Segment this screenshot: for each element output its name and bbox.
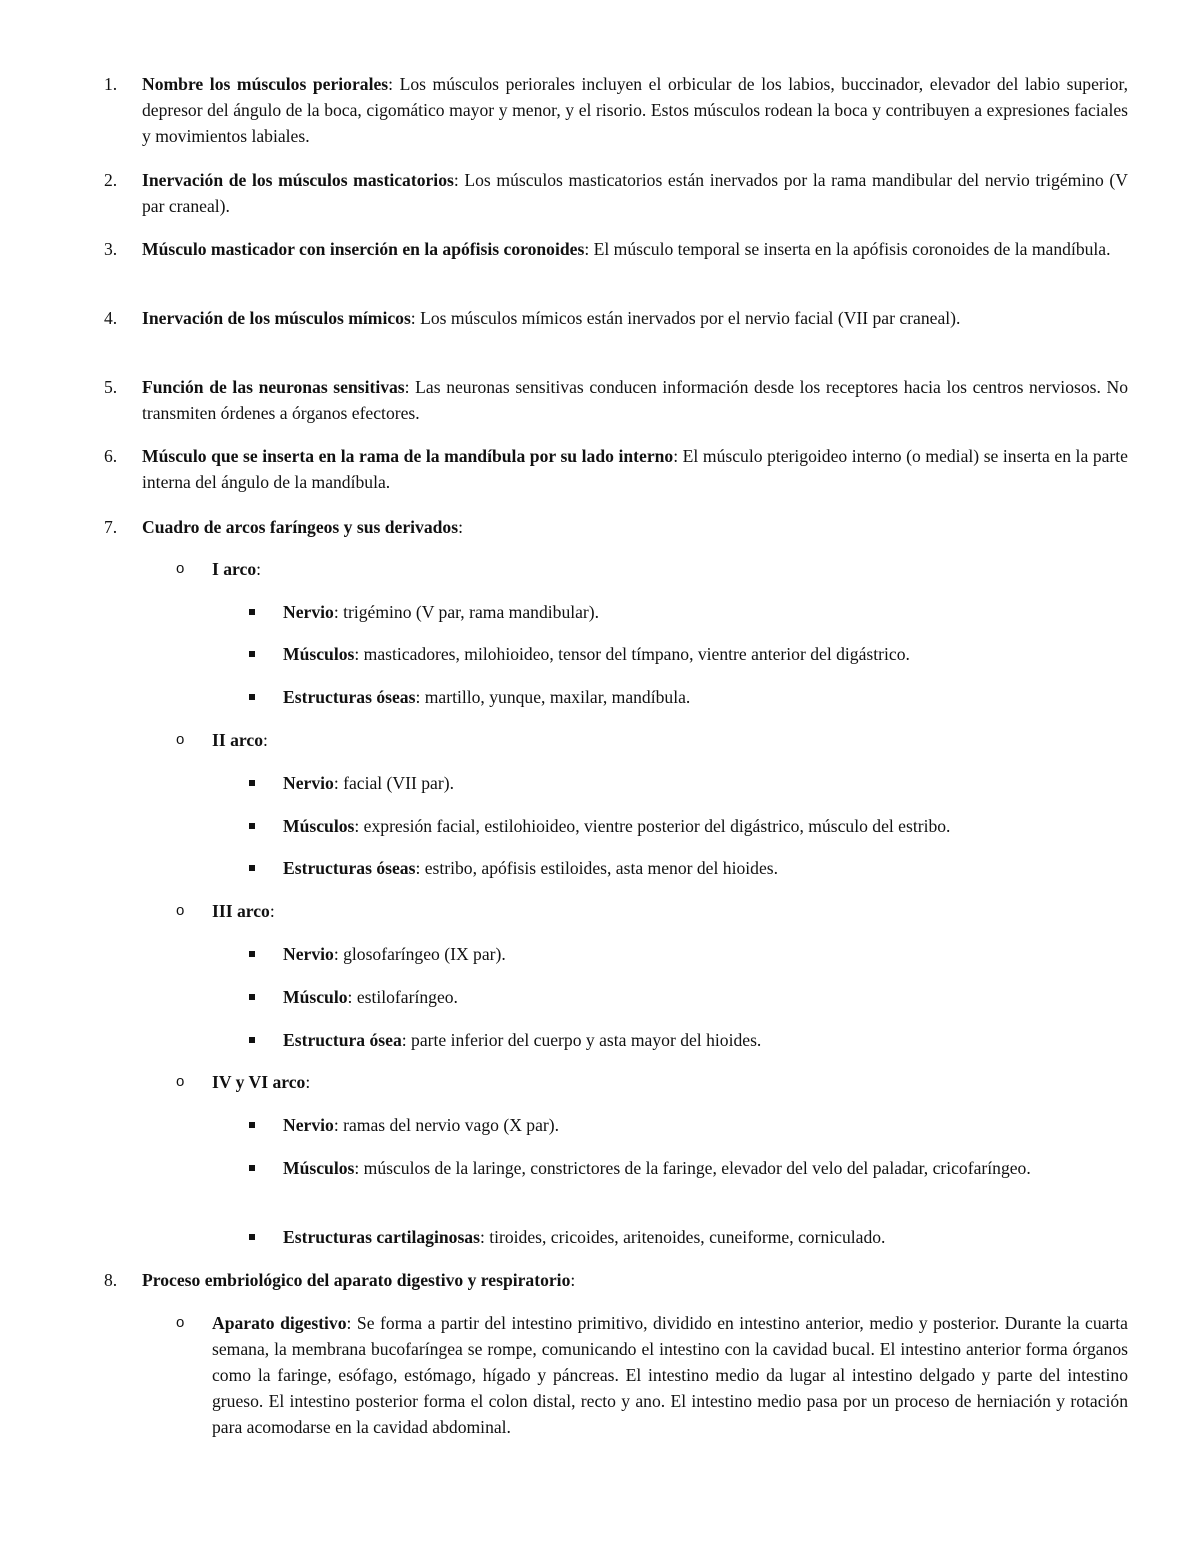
circle-bullet-icon: o: [176, 1314, 185, 1331]
arco-label: IV y VI arco: [212, 1072, 306, 1092]
list-item-7: [104, 514, 1128, 540]
arco-label: III arco: [212, 901, 270, 921]
item-number: 5.: [104, 377, 118, 397]
arco-detail: [283, 1224, 1128, 1250]
square-bullet-icon: [249, 951, 255, 957]
square-bullet-icon: [249, 1234, 255, 1240]
arco-detail: [283, 1027, 1128, 1053]
item-number: 6.: [104, 446, 118, 466]
item-label: Proceso embriológico del aparato digestivo y respiratorio: [142, 1270, 571, 1290]
arco-label: I arco: [212, 559, 257, 579]
square-bullet-icon: [249, 1165, 255, 1171]
square-bullet-icon: [249, 609, 255, 615]
circle-bullet-icon: o: [176, 902, 185, 919]
arco-detail: [283, 1112, 1128, 1138]
arco-detail: [283, 941, 1128, 967]
item-number: 2.: [104, 170, 118, 190]
detail-text: : estribo, apófisis estiloides, asta menor del hioides.: [415, 858, 778, 878]
item-number: 8.: [104, 1270, 118, 1290]
square-bullet-icon: [249, 651, 255, 657]
detail-label: Nervio: [283, 1115, 334, 1135]
detail-text: : glosofaríngeo (IX par).: [333, 944, 506, 964]
square-bullet-icon: [249, 780, 255, 786]
digestivo-paragraph: [176, 1310, 1128, 1440]
detail-label: Estructuras óseas: [283, 687, 416, 707]
item-text: : Los músculos periorales incluyen el orbicular de los labios, buccinador, elevador del labio superior, depresor del ángulo de la boca, cigomático mayor y menor, y el risorio. Estos músculos rodean la boca y contribuyen a expresiones faciales y movimientos labiales.: [142, 74, 1128, 146]
item-text: : Los músculos masticatorios están inervados por la rama mandibular del nervio trigémino (V par craneal).: [142, 170, 1129, 216]
circle-bullet-icon: o: [176, 1073, 185, 1090]
item-number: 1.: [104, 74, 118, 94]
list-item-2: [104, 167, 1129, 219]
detail-text: : martillo, yunque, maxilar, mandíbula.: [415, 687, 691, 707]
item-label: Cuadro de arcos faríngeos y sus derivados: [142, 517, 459, 537]
item-number: 4.: [104, 308, 118, 328]
list-item-3: [104, 236, 1128, 262]
square-bullet-icon: [249, 865, 255, 871]
arco-item-4: [176, 1069, 1128, 1095]
item-text: : Las neuronas sensitivas conducen información desde los receptores hacia los centros nerviosos. No transmiten órdenes a órganos efectores.: [142, 377, 1129, 423]
detail-text: : masticadores, milohioideo, tensor del tímpano, vientre anterior del digástrico.: [354, 644, 910, 664]
square-bullet-icon: [249, 694, 255, 700]
item-label: Inervación de los músculos masticatorios: [142, 170, 454, 190]
item-text: :: [458, 517, 463, 537]
item-label: Músculo que se inserta en la rama de la mandíbula por su lado interno: [142, 446, 674, 466]
arco-text: :: [263, 730, 268, 750]
item-text: : Los músculos mímicos están inervados por el nervio facial (VII par craneal).: [410, 308, 961, 328]
digestivo-label: Aparato digestivo: [212, 1313, 347, 1333]
square-bullet-icon: [249, 994, 255, 1000]
arco-detail: [283, 684, 1128, 710]
detail-label: Músculos: [283, 816, 355, 836]
detail-text: : facial (VII par).: [333, 773, 454, 793]
detail-label: Estructuras óseas: [283, 858, 416, 878]
item-number: 7.: [104, 517, 118, 537]
detail-label: Músculo: [283, 987, 348, 1007]
detail-text: : expresión facial, estilohioideo, vientre posterior del digástrico, músculo del estribo.: [354, 816, 951, 836]
detail-label: Nervio: [283, 602, 334, 622]
arco-detail: [283, 813, 1128, 839]
arco-detail: [283, 770, 1128, 796]
digestivo-text: : Se forma a partir del intestino primitivo, dividido en intestino anterior, medio y posterior. Durante la cuarta semana, la membrana bucofaríngea se rompe, comunicando el intestino con la cavidad bucal. El intestino anterior forma órganos como la faringe, esófago, estómago, hígado y páncreas. El intestino medio da lugar al intestino delgado y parte del intestino grueso. El intestino posterior forma el colon distal, recto y ano. El intestino medio pasa por un proceso de herniación y rotación para acomodarse en la cavidad abdominal.: [212, 1313, 1128, 1437]
item-label: Nombre los músculos periorales: [142, 74, 389, 94]
arco-detail: [283, 1155, 1128, 1181]
arco-detail: [283, 641, 1128, 667]
arco-item-2: [176, 727, 1128, 753]
list-item-4: [104, 305, 1128, 331]
arco-detail: [283, 855, 1128, 881]
detail-text: : músculos de la laringe, constrictores de la faringe, elevador del velo del paladar, cricofaríngeo.: [354, 1158, 1031, 1178]
arco-item-3: [176, 898, 1128, 924]
arco-text: :: [269, 901, 275, 921]
arco-detail: [283, 984, 1128, 1010]
detail-text: : ramas del nervio vago (X par).: [333, 1115, 560, 1135]
list-item-8: [104, 1267, 1128, 1293]
arco-text: :: [256, 559, 262, 579]
circle-bullet-icon: o: [176, 731, 185, 748]
detail-text: : estilofaríngeo.: [347, 987, 458, 1007]
list-item-1: [104, 71, 1128, 149]
item-label: Función de las neuronas sensitivas: [142, 377, 405, 397]
item-label: Inervación de los músculos mímicos: [142, 308, 411, 328]
square-bullet-icon: [249, 1122, 255, 1128]
detail-label: Músculos: [283, 1158, 355, 1178]
item-number: 3.: [104, 239, 118, 259]
arco-label: II arco: [212, 730, 263, 750]
arco-text: :: [305, 1072, 311, 1092]
item-label: Músculo masticador con inserción en la apófisis coronoides: [142, 239, 585, 259]
detail-label: Estructura ósea: [283, 1030, 402, 1050]
arco-item-1: [176, 556, 1128, 582]
item-text: :: [570, 1270, 576, 1290]
square-bullet-icon: [249, 823, 255, 829]
item-text: : El músculo temporal se inserta en la apófisis coronoides de la mandíbula.: [584, 239, 1111, 259]
detail-text: : tiroides, cricoides, aritenoides, cuneiforme, corniculado.: [479, 1227, 886, 1247]
circle-bullet-icon: o: [176, 560, 185, 577]
item-text: : El músculo pterigoideo interno (o medial) se inserta en la parte interna del ángulo de la mandíbula.: [142, 446, 1128, 492]
list-item-6: [104, 443, 1128, 495]
detail-label: Músculos: [283, 644, 355, 664]
detail-label: Estructuras cartilaginosas: [283, 1227, 480, 1247]
detail-label: Nervio: [283, 944, 334, 964]
list-item-5: [104, 374, 1129, 426]
detail-text: : parte inferior del cuerpo y asta mayor del hioides.: [401, 1030, 762, 1050]
arco-detail: [283, 599, 1128, 625]
square-bullet-icon: [249, 1037, 255, 1043]
detail-label: Nervio: [283, 773, 334, 793]
detail-text: : trigémino (V par, rama mandibular).: [333, 602, 600, 622]
